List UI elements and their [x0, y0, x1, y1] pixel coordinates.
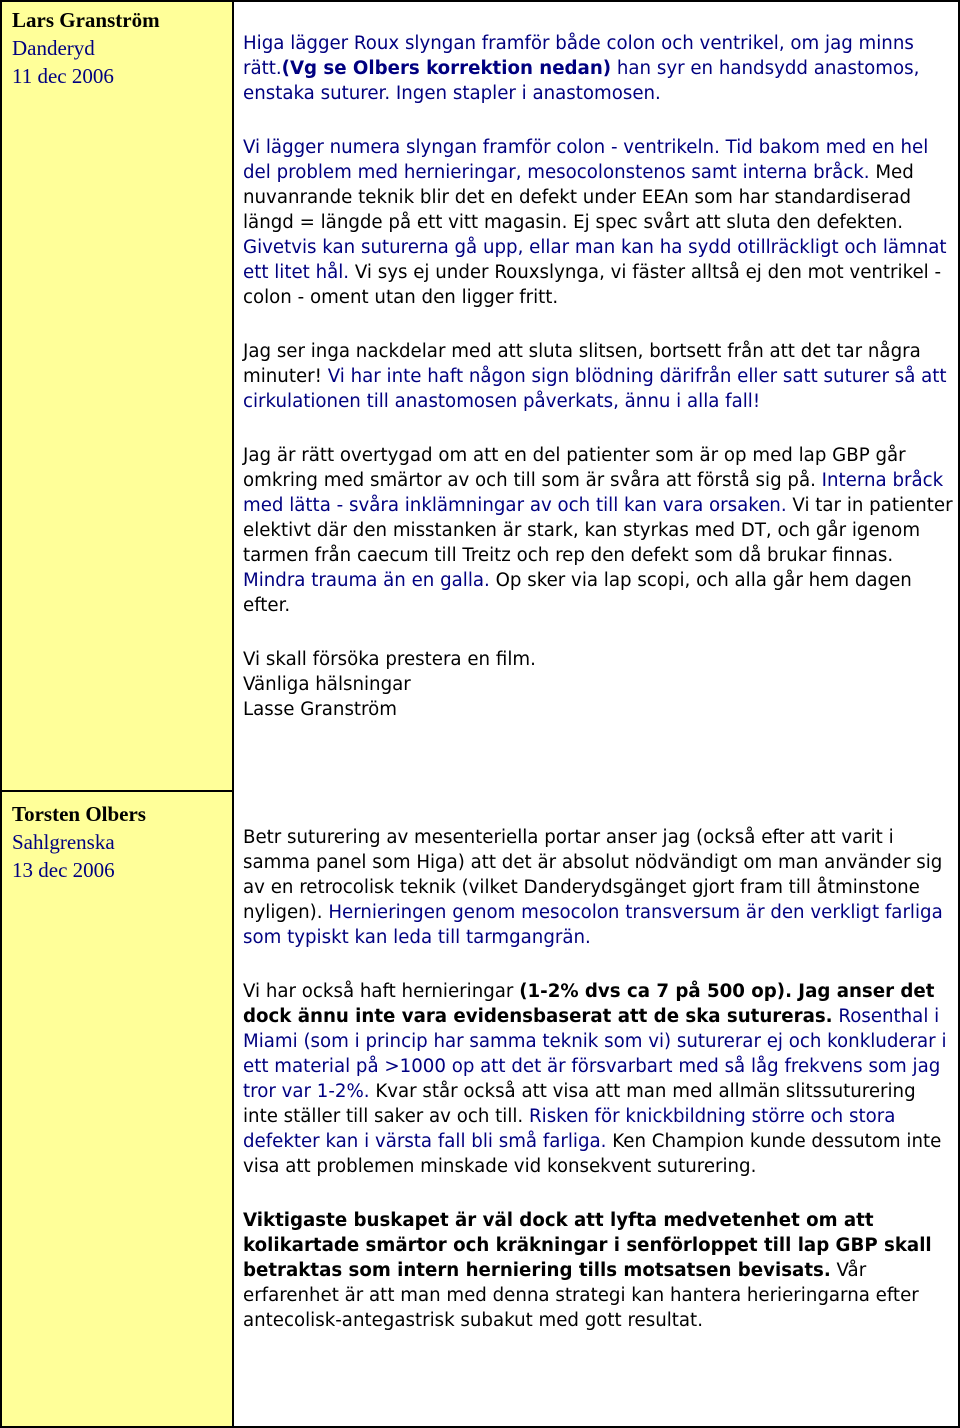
signature-block: Vi skall försöka prestera en film. Vänliga hälsningar Lasse Granström	[243, 649, 536, 720]
table-border-left	[0, 0, 2, 1428]
post-body-2	[243, 825, 955, 1333]
author-meta-1	[12, 6, 160, 90]
table-border-top	[0, 0, 960, 2]
paragraph: Jag är rätt overtygad om att en del patienter som är op med lap GBP går omkring med smärtor av och till som är svåra att förstå sig på. Interna bråck med lätta - svåra inklämningar av och till kan vara orsaken. Vi tar in patienter elektivt där den misstanken är stark, kan styrkas med DT, och går igenom tarmen från caecum till Treitz och rep den defekt som då brukar finnas. Mindra trauma än en galla. Op sker via lap scopi, och alla går hem dagen efter.	[243, 445, 953, 616]
row-divider	[0, 790, 234, 792]
post-body-1	[243, 31, 955, 722]
paragraph: Higa lägger Roux slyngan framför både colon och ventrikel, om jag minns rätt.(Vg se Olbers korrektion nedan) han syr en handsydd anastomos, enstaka suturer. Ingen stapler i anastomosen.	[243, 33, 920, 104]
author-hospital: Sahlgrenska	[12, 830, 115, 854]
author-name: Lars Granström	[12, 8, 160, 32]
author-hospital: Danderyd	[12, 36, 95, 60]
author-meta-2	[12, 800, 146, 884]
paragraph: Jag ser inga nackdelar med att sluta slitsen, bortsett från att det tar några minuter! Vi har inte haft någon sign blödning därifrån eller satt suturer så att cirkulationen till anastomosen påverkats, ännu i alla fall!	[243, 341, 947, 412]
paragraph: Viktigaste buskapet är väl dock att lyfta medvetenhet om att kolikartade smärtor och kräkningar i senförloppet till lap GBP skall betraktas som intern herniering tills motsatsen bevisats. Vår erfarenhet är att man med denna strategi kan hantera herieringarna efter antecolisk-antegastrisk subakut med gott resultat.	[243, 1210, 932, 1331]
post-date: 11 dec 2006	[12, 64, 114, 88]
author-column	[0, 0, 234, 1428]
paragraph: Betr suturering av mesenteriella portar anser jag (också efter att varit i samma panel som Higa) att det är absolut nödvändigt om man använder sig av en retrocolisk teknik (vilket Danderydsgänget gjort fram till åtminstone nyligen). Hernieringen genom mesocolon transversum är den verkligt farliga som typiskt kan leda till tarmgangrän.	[243, 827, 943, 948]
paragraph: Vi lägger numera slyngan framför colon - ventrikeln. Tid bakom med en hel del problem med hernieringar, mesocolonstenos samt interna bråck. Med nuvanrande teknik blir det en defekt under EEAn som har standardiserad längd = längde på ett vitt magasin. Ej spec svårt att sluta den defekten. Givetvis kan suturerna gå upp, ellar man kan ha sydd otillräckligt och lämnat ett litet hål. Vi sys ej under Rouxslynga, vi fäster alltså ej den mot ventrikel - colon - oment utan den ligger fritt.	[243, 137, 947, 308]
post-date: 13 dec 2006	[12, 858, 115, 882]
paragraph: Vi har också haft hernieringar (1-2% dvs ca 7 på 500 op). Jag anser det dock ännu inte vara evidensbaserat att de ska sutureras. Rosenthal i Miami (som i princip har samma teknik som vi) suturerar ej och konkluderar i ett material på >1000 op att det är försvarbart med så låg frekvens som jag tror var 1-2%. Kvar står också att visa att man med allmän slitssuturering inte ställer till saker av och till. Risken för knickbildning större och stora defekter kan i värsta fall bli små farliga. Ken Champion kunde dessutom inte visa att problemen minskade vid konsekvent suturering.	[243, 981, 947, 1177]
author-name: Torsten Olbers	[12, 802, 146, 826]
